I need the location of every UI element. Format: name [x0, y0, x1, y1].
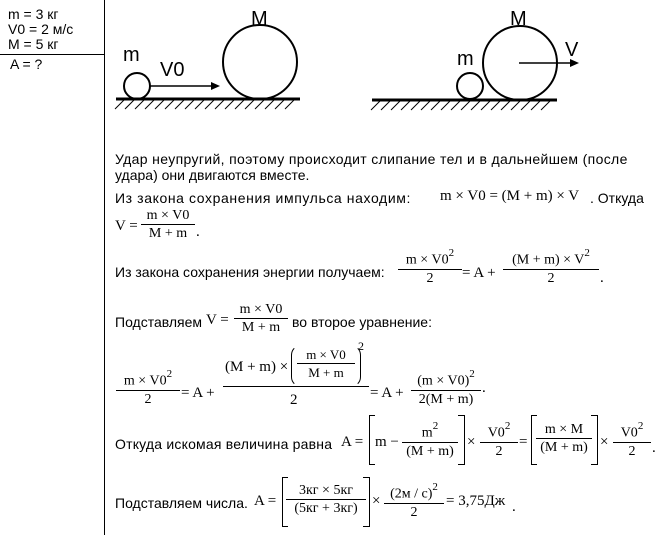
result-m-minus: m −	[375, 434, 399, 450]
combined-mid-num: (M + m) ×	[225, 359, 289, 375]
combined-inner-sup: 2	[358, 339, 364, 353]
after-collision-figure	[371, 26, 579, 110]
combined-eq1: = A +	[181, 385, 215, 401]
label-m-before: m	[123, 44, 140, 66]
result-lhs: A =	[341, 434, 364, 450]
given-velocity-v0: V0 = 2 м/с	[8, 21, 74, 37]
v-dot: .	[196, 224, 200, 240]
substitute-lhs: V =	[206, 312, 229, 328]
combined-dot: .	[482, 380, 486, 396]
energy-rhs-fraction: $\frac{(M + m) \times V^2}{2}$	[503, 249, 599, 287]
v-fraction	[141, 208, 195, 242]
numbers-text: Подставляем числа.	[115, 495, 248, 511]
energy-rhs-den: 2	[547, 270, 555, 286]
result-dot: .	[652, 440, 656, 456]
energy-text: Из закона сохранения энергии получаем:	[115, 264, 385, 280]
collision-figure	[0, 0, 669, 140]
given-unknown-A: A = ?	[10, 56, 43, 72]
combined-rhs-fraction: $\frac{(m \times V0)^2}{2(M + m)}$	[411, 370, 481, 408]
result-mM-num: m × M	[536, 422, 592, 439]
label-v0: V0	[160, 59, 185, 81]
numbers-result: = 3,75Дж	[446, 493, 506, 509]
given-mass-m: m = 3 кг	[8, 6, 59, 22]
combined-inner-fraction	[297, 347, 355, 381]
combined-inner-den: M + m	[308, 365, 344, 380]
result-m2-fraction: $\frac{m^2}{(M + m)}$	[402, 422, 458, 460]
before-collision-figure	[115, 25, 300, 109]
combined-rhs-den: 2(M + m)	[418, 391, 474, 407]
momentum-equation: m × V0 = (M + m) × V	[440, 188, 580, 204]
momentum-tail: . Откуда	[590, 190, 644, 206]
momentum-text: Из закона сохранения импульса находим:	[115, 190, 411, 206]
substitute-denominator: M + m	[241, 320, 281, 335]
numbers-times: ×	[372, 493, 381, 509]
combined-inner-num: m × V0	[297, 347, 355, 364]
substitute-text: Подставляем	[115, 314, 203, 330]
result-m2-num: m	[421, 425, 433, 441]
substitute-tail: во второе уравнение:	[292, 314, 432, 330]
v-fraction-numerator: m × V0	[141, 208, 195, 225]
numbers-mass-num: 3кг × 5кг	[286, 483, 366, 500]
numbers-velocity-fraction: (2м / с)$^2$ 2	[384, 483, 444, 521]
solution-line-2: удара) они двигаются вместе.	[115, 167, 310, 183]
combined-lhs-fraction: $\frac{m \times V0^2}{2}$	[116, 370, 180, 408]
substitute-fraction	[234, 302, 288, 336]
result-mM-den: (M + m)	[540, 440, 588, 455]
given-mass-M: M = 5 кг	[8, 36, 59, 52]
result-m2-den: (M + m)	[406, 443, 454, 459]
energy-lhs-fraction: $\frac{m \times V0^2}{2}$	[398, 249, 462, 287]
energy-rhs-num: (M + m) × V	[512, 252, 585, 268]
numbers-dot: .	[512, 499, 516, 515]
numbers-velocity-num: (2м / с)	[390, 486, 433, 502]
small-ball-m	[124, 73, 150, 99]
numbers-velocity-den: 2	[410, 504, 418, 520]
result-times-1: ×	[467, 434, 476, 450]
result-v0-fraction-2: $\frac{V0^2}{2}$	[613, 422, 651, 460]
combined-rhs-num: (m × V0)	[417, 373, 470, 389]
ground-hatch-right	[371, 101, 550, 110]
result-mM-fraction	[536, 422, 592, 456]
v-fraction-denominator: M + m	[148, 226, 188, 241]
combined-lhs-den: 2	[144, 391, 152, 407]
energy-eq-mid: = A +	[462, 265, 496, 281]
label-m-after: m	[457, 48, 474, 70]
combined-eq2: = A +	[370, 385, 404, 401]
numbers-mass-fraction	[286, 483, 366, 517]
substitute-numerator: m × V0	[234, 302, 288, 319]
label-M-after: M	[510, 8, 527, 30]
result-times-2: ×	[600, 434, 609, 450]
ground-hatch-left	[115, 100, 294, 109]
numbers-lhs: A =	[254, 493, 277, 509]
energy-lhs-den: 2	[426, 270, 434, 286]
numbers-mass-den: (5кг + 3кг)	[294, 501, 358, 516]
result-eq: =	[519, 434, 528, 450]
large-ball-M	[223, 25, 297, 99]
result-text: Откуда искомая величина равна	[115, 436, 333, 452]
energy-lhs-num: m × V0	[405, 252, 449, 268]
small-ball-m-after	[457, 73, 483, 99]
energy-dot: .	[600, 270, 604, 286]
result-v0-num-2: V0	[620, 425, 638, 441]
result-v0-den-2: 2	[628, 443, 636, 459]
combined-lhs-num: m × V0	[123, 373, 167, 389]
result-v0-num: V0	[487, 425, 505, 441]
v-lhs: V =	[115, 218, 138, 234]
result-v0-fraction: $\frac{V0^2}{2}$	[480, 422, 518, 460]
combined-mid-den: 2	[290, 392, 298, 408]
label-M-before: M	[251, 8, 268, 30]
label-v: V	[565, 39, 579, 61]
result-v0-den: 2	[495, 443, 503, 459]
solution-line-1: Удар неупругий, поэтому происходит слипание тел и в дальнейшем (после	[115, 151, 628, 167]
